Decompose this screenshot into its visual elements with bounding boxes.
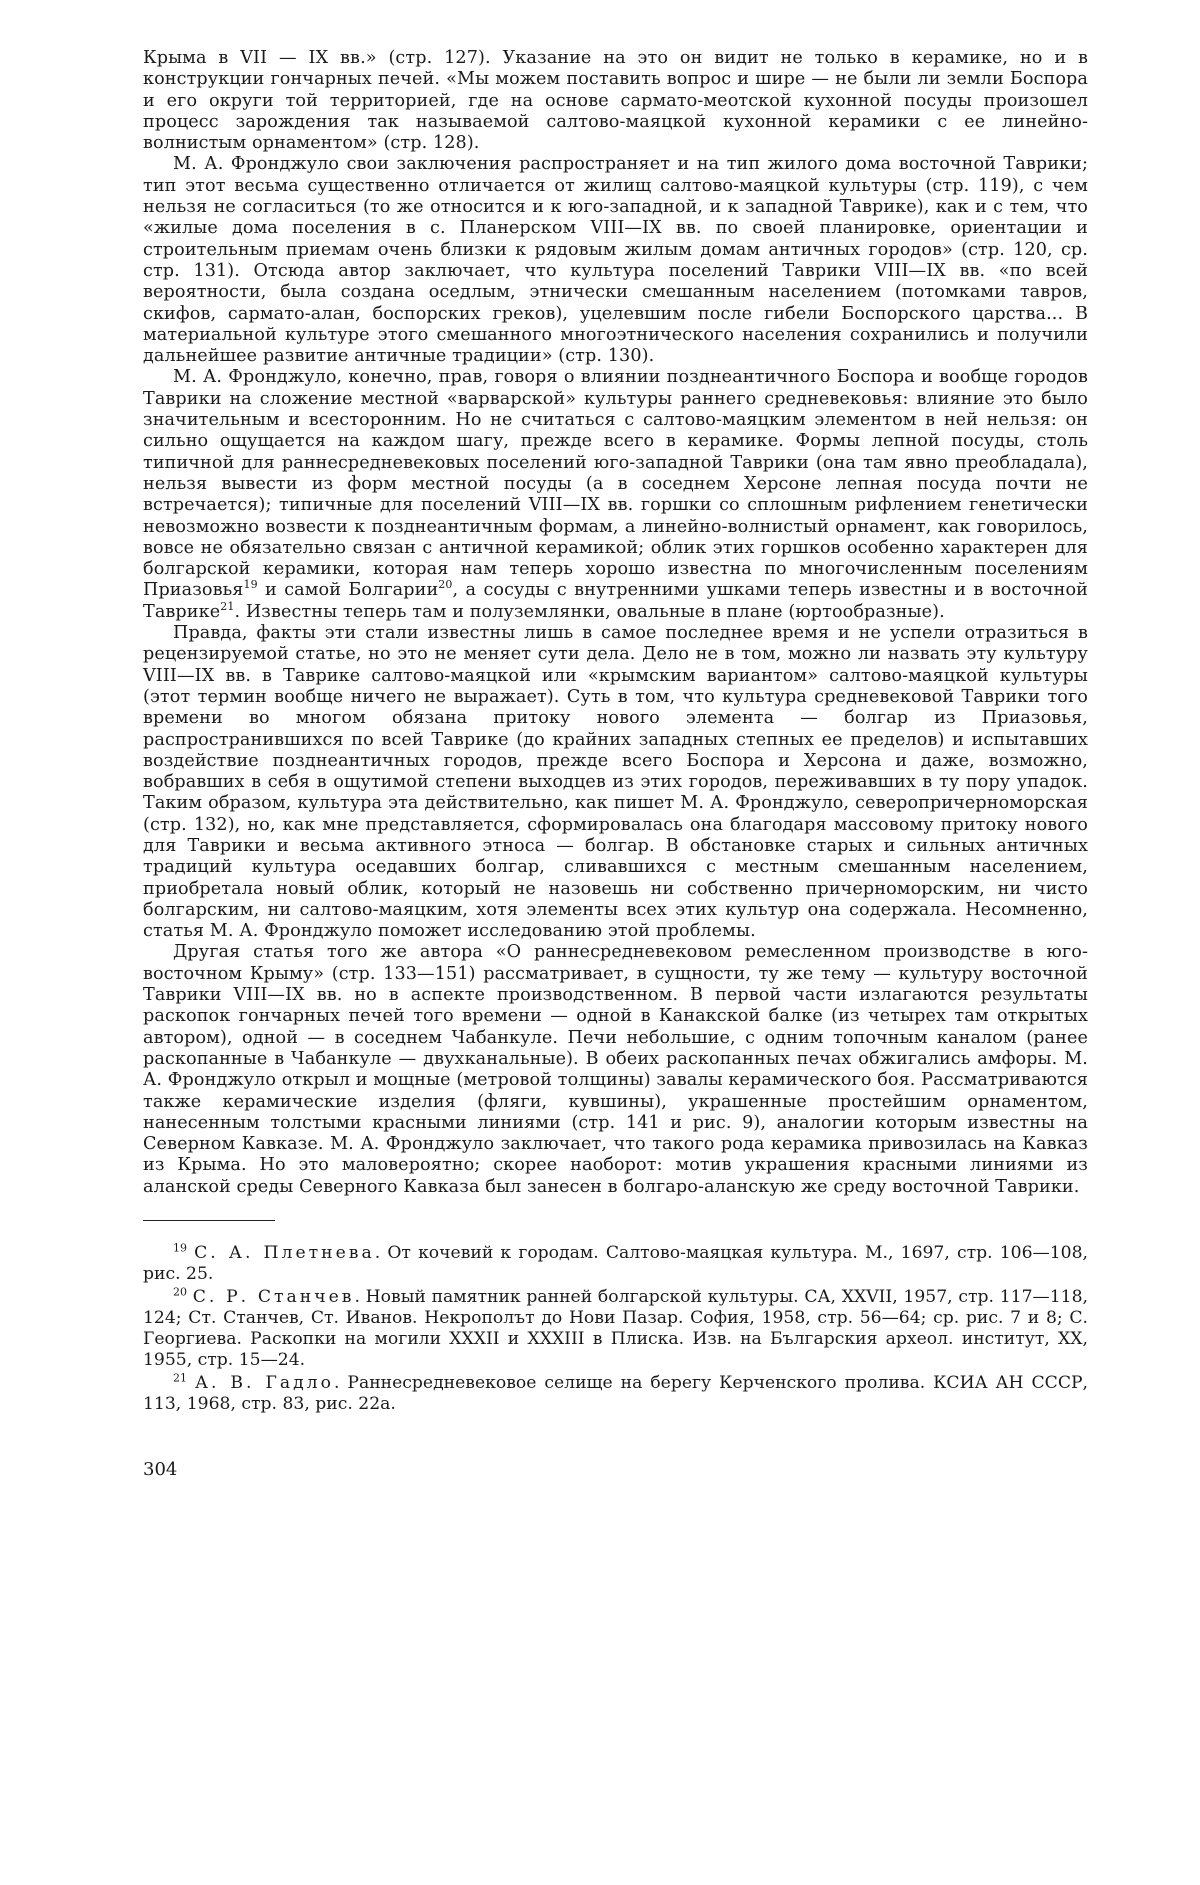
- footnote-author: С. Р. Станчев: [192, 1287, 355, 1308]
- footnote-author: А. В. Гадло: [194, 1373, 334, 1394]
- footnote-ref: 20: [438, 578, 453, 592]
- footnote-text: . Новый памятник ранней болгарской культуры. СА, XXVII, 1957, стр. 117—118, 124; Ст. Станчев, Ст. Иванов. Некрополът до Нови Пазар. София, 1958, стр. 56—64; ср. рис. 7 и 8; С. Георгиева. Раскопки на могили XXXII и XXXIII в Плиска. Изв. на Българския археол. институт, XX, 1955, стр. 15—24.: [143, 1287, 1088, 1371]
- page-number: 304: [143, 1459, 178, 1481]
- footnote-divider: [143, 1220, 275, 1221]
- footnote-text: . От кочевий к городам. Салтово-маяцкая культура. М., 1697, стр. 106—108, рис. 25.: [143, 1243, 1088, 1285]
- footnote-text: . Раннесредневековое селище на берегу Керченского пролива. КСИА АН СССР, 113, 1968, стр. 83, рис. 22а.: [143, 1373, 1088, 1415]
- paragraph-1: Крыма в VII — IX вв.» (стр. 127). Указание на это он видит не только в керамике, но и в конструкции гончарных печей. «Мы можем поставить вопрос и шире — не были ли земли Боспора и его округи той территорией, где на основе сармато-меотской кухонной посуды произошел процесс зарождения так называемой салтово-маяцкой кухонной керамики с ее линейно-волнистым орнаментом» (стр. 128).: [143, 48, 1088, 154]
- footnote-21: [143, 1373, 1088, 1415]
- page-body: [143, 48, 1088, 1481]
- footnote-number: 19: [173, 1241, 187, 1255]
- paragraph-2: М. А. Фронджуло свои заключения распространяет и на тип жилого дома восточной Таврики; тип этот весьма существенно отличается от жилищ салтово-маяцкой культуры (стр. 119), с чем нельзя не согласиться (то же относится и к юго-западной, и к западной Таврике), как и с тем, что «жилые дома поселения в с. Планерском VIII—IX вв. по своей планировке, ориентации и строительным приемам очень близки к рядовым жилым домам античных городов» (стр. 120, ср. стр. 131). Отсюда автор заключает, что культура поселений Таврики VIII—IX вв. «по всей вероятности, была создана оседлым, этнически смешанным населением (потомками тавров, скифов, сармато-алан, боспорских греков), уцелевшим после гибели Боспорского царства... В материальной культуре этого смешанного многоэтнического населения сохранились и получили дальнейшее развитие античные традиции» (стр. 130).: [143, 154, 1088, 367]
- footnotes: [143, 1243, 1088, 1415]
- paragraph-4: Правда, факты эти стали известны лишь в самое последнее время и не успели отразиться в рецензируемой статье, но это не меняет сути дела. Дело не в том, можно ли назвать эту культуру VIII—IX вв. в Таврике салтово-маяцкой или «крымским вариантом» салтово-маяцкой культуры (этот термин вообще ничего не выражает). Суть в том, что культура средневековой Таврики того времени во многом обязана притоку нового элемента — болгар из Приазовья, распространившихся по всей Таврике (до крайних западных степных ее пределов) и испытавших воздействие позднеантичных городов, прежде всего Боспора и Херсона и даже, возможно, вобравших в себя в ощутимой степени выходцев из этих городов, переживавших в ту пору упадок. Таким образом, культура эта действительно, как пишет М. А. Фронджуло, северопричерноморская (стр. 132), но, как мне представляется, сформировалась она благодаря массовому притоку нового для Таврики и весьма активного этноса — болгар. В обстановке старых и сильных античных традиций культура оседавших болгар, сливавшихся с местным смешанным населением, приобретала новый облик, который не назовешь ни собственно причерноморским, ни чисто болгарским, ни салтово-маяцким, хотя элементы всех этих культур она содержала. Несомненно, статья М. А. Фронджуло поможет исследованию этой проблемы.: [143, 623, 1088, 942]
- footnote-20: [143, 1287, 1088, 1371]
- footnote-number: 20: [173, 1285, 187, 1299]
- footnote-author: С. А. Плетнева: [194, 1243, 375, 1264]
- footnote-number: 21: [173, 1371, 187, 1385]
- footnote-ref: 19: [243, 578, 258, 592]
- footnote-ref: 21: [220, 599, 235, 613]
- footnote-19: [143, 1243, 1088, 1285]
- paragraph-3: М. А. Фронджуло, конечно, прав, говоря о влиянии позднеантичного Боспора и вообще городов Таврики на сложение местной «варварской» культуры раннего средневековья: влияние это было значительным и всесторонним. Но не считаться с салтово-маяцким элементом в ней нельзя: он сильно ощущается на каждом шагу, прежде всего в керамике. Формы лепной посуды, столь типичной для раннесредневековых поселений юго-западной Таврики (она там явно преобладала), нельзя вывести из форм местной посуды (а в соседнем Херсоне лепная посуда почти не встречается); типичные для поселений VIII—IX вв. горшки со сплошным рифлением генетически невозможно возвести к позднеантичным формам, а линейно-волнистый орнамент, как говорилось, вовсе не обязательно связан с античной керамикой; облик этих горшков особенно характерен для болгарской керамики, которая нам теперь хорошо известна по многочисленным поселениям Приазовья$^{19}$ и самой Болгарии$^{20}$, а сосуды с внутренними ушками теперь известны и в восточной Таврике$^{21}$. Известны теперь там и полуземлянки, овальные в плане (юртообразные).: [143, 367, 1088, 622]
- paragraph-5: Другая статья того же автора «О раннесредневековом ремесленном производстве в юго-восточном Крыму» (стр. 133—151) рассматривает, в сущности, ту же тему — культуру восточной Таврики VIII—IX вв. но в аспекте производственном. В первой части излагаются результаты раскопок гончарных печей того времени — одной в Канакской балке (из четырех там открытых автором), одной — в соседнем Чабанкуле. Печи небольшие, с одним топочным каналом (ранее раскопанные в Чабанкуле — двухканальные). В обеих раскопанных печах обжигались амфоры. М. А. Фронджуло открыл и мощные (метровой толщины) завалы керамического боя. Рассматриваются также керамические изделия (фляги, кувшины), украшенные простейшим орнаментом, нанесенным толстыми красными линиями (стр. 141 и рис. 9), аналогии которым известны на Северном Кавказе. М. А. Фронджуло заключает, что такого рода керамика привозилась на Кавказ из Крыма. Но это маловероятно; скорее наоборот: мотив украшения красными линиями из аланской среды Северного Кавказа был занесен в болгаро-аланскую же среду восточной Таврики.: [143, 942, 1089, 1197]
- main-text: [143, 48, 1088, 1198]
